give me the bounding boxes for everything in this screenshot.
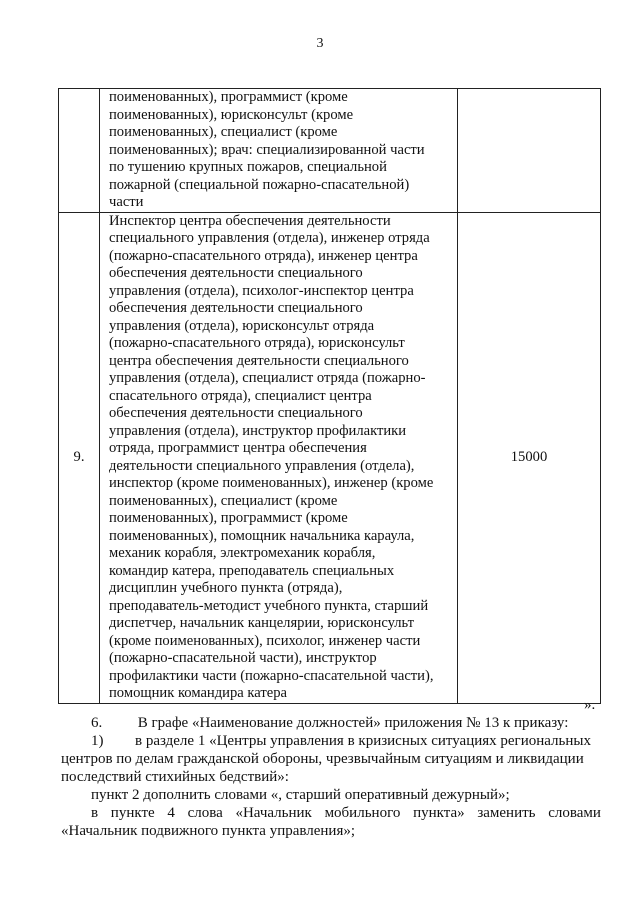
amount-cell [458, 89, 601, 213]
cell-line: центра обеспечения деятельности специального [109, 352, 409, 369]
word: слова [187, 805, 223, 821]
cell-line: командир катера, преподаватель специальных [109, 562, 395, 579]
cell-line: (пожарно-спасательной части), инструктор [109, 650, 377, 666]
cell-line: помощник командира катера [109, 685, 288, 701]
cell-line: поименованных), помощник начальника караула, [109, 527, 415, 544]
cell-line: профилактики части (пожарно-спасательной части), [109, 667, 434, 684]
cell-line: специального управления (отдела), инженер отряда [109, 230, 430, 246]
paragraph-line: «Начальник подвижного пункта управления»; [61, 823, 356, 839]
cell-line: управления (отдела), юрисконсульт отряда [109, 317, 375, 334]
document-body [61, 714, 601, 840]
cell-line: деятельности специального управления (отдела), [109, 457, 415, 474]
cell-line: обеспечения деятельности специального [109, 300, 363, 316]
position-names-cell [100, 212, 458, 703]
subparagraph-number: 1) [91, 733, 104, 749]
paragraph-line: последствий стихийных бедствий»: [61, 769, 289, 785]
page-number: 3 [316, 36, 324, 51]
cell-line: управления (отдела), психолог-инспектор центра [109, 282, 414, 299]
cell-line: (пожарно-спасательного отряда), юрисконсульт [109, 335, 405, 351]
row-number-cell [59, 89, 100, 213]
positions-table [58, 88, 601, 704]
word: пункта» [413, 805, 465, 821]
cell-line: поименованных), специалист (кроме [109, 124, 338, 140]
cell-line: (кроме поименованных), психолог, инженер части [109, 632, 421, 649]
cell-line: преподаватель-методист учебного пункта, старший [109, 597, 429, 614]
cell-line: обеспечения деятельности специального [109, 265, 363, 281]
cell-line: поименованных), программист (кроме [109, 89, 348, 105]
word: в [91, 805, 99, 821]
cell-line: отряда, программист центра обеспечения [109, 440, 367, 456]
word: 4 [167, 805, 175, 821]
cell-line: управления (отдела), инструктор профилактики [109, 422, 407, 439]
item-2-paragraph: пункт 2 дополнить словами «, старший оперативный дежурный»; [91, 787, 510, 803]
cell-line: механик корабля, электромеханик корабля, [109, 545, 376, 561]
item-4-paragraph [61, 804, 601, 822]
cell-line: дисциплин учебного пункта (отряда), [109, 580, 343, 596]
cell-line: поименованных), программист (кроме [109, 510, 348, 526]
table-row [59, 89, 601, 213]
position-names-cell [100, 89, 458, 213]
row-number-cell: 9. [59, 212, 100, 703]
table-row [59, 212, 601, 703]
cell-line: (пожарно-спасательного отряда), инженер центра [109, 247, 418, 264]
cell-line: поименованных), специалист (кроме [109, 492, 338, 509]
paragraph-line: центров по делам гражданской обороны, чрезвычайным ситуациям и ликвидации [61, 751, 584, 767]
paragraph-6 [61, 714, 601, 732]
closing-quote: ». [584, 697, 596, 713]
word: пункте [110, 805, 155, 821]
subparagraph-1 [61, 732, 601, 750]
word: заменить [477, 805, 536, 821]
paragraph-text: в разделе 1 «Центры управления в кризисных ситуациях региональных [135, 733, 591, 749]
paragraph-text: В графе «Наименование должностей» приложения № 13 к приказу: [137, 715, 569, 731]
word: словами [548, 805, 601, 821]
cell-line: спасательного отряда), специалист центра [109, 387, 372, 404]
cell-line: Инспектор центра обеспечения деятельности [109, 212, 391, 229]
word: «Начальник [235, 805, 312, 821]
cell-line: управления (отдела), специалист отряда (пожарно- [109, 370, 426, 386]
cell-line: диспетчер, начальник канцелярии, юрисконсульт [109, 615, 415, 631]
cell-line: части [109, 194, 144, 210]
cell-line: поименованных), юрисконсульт (кроме [109, 106, 354, 123]
word: мобильного [324, 805, 401, 821]
cell-line: инспектор (кроме поименованных), инженер (кроме [109, 475, 434, 491]
cell-line: обеспечения деятельности специального [109, 405, 363, 421]
cell-line: пожарной (специальной пожарно-спасательной) [109, 176, 410, 193]
paragraph-number: 6. [91, 715, 103, 731]
cell-line: по тушению крупных пожаров, специальной [109, 159, 387, 175]
amount-cell: 15000 [458, 212, 601, 703]
cell-line: поименованных); врач: специализированной части [109, 141, 425, 158]
